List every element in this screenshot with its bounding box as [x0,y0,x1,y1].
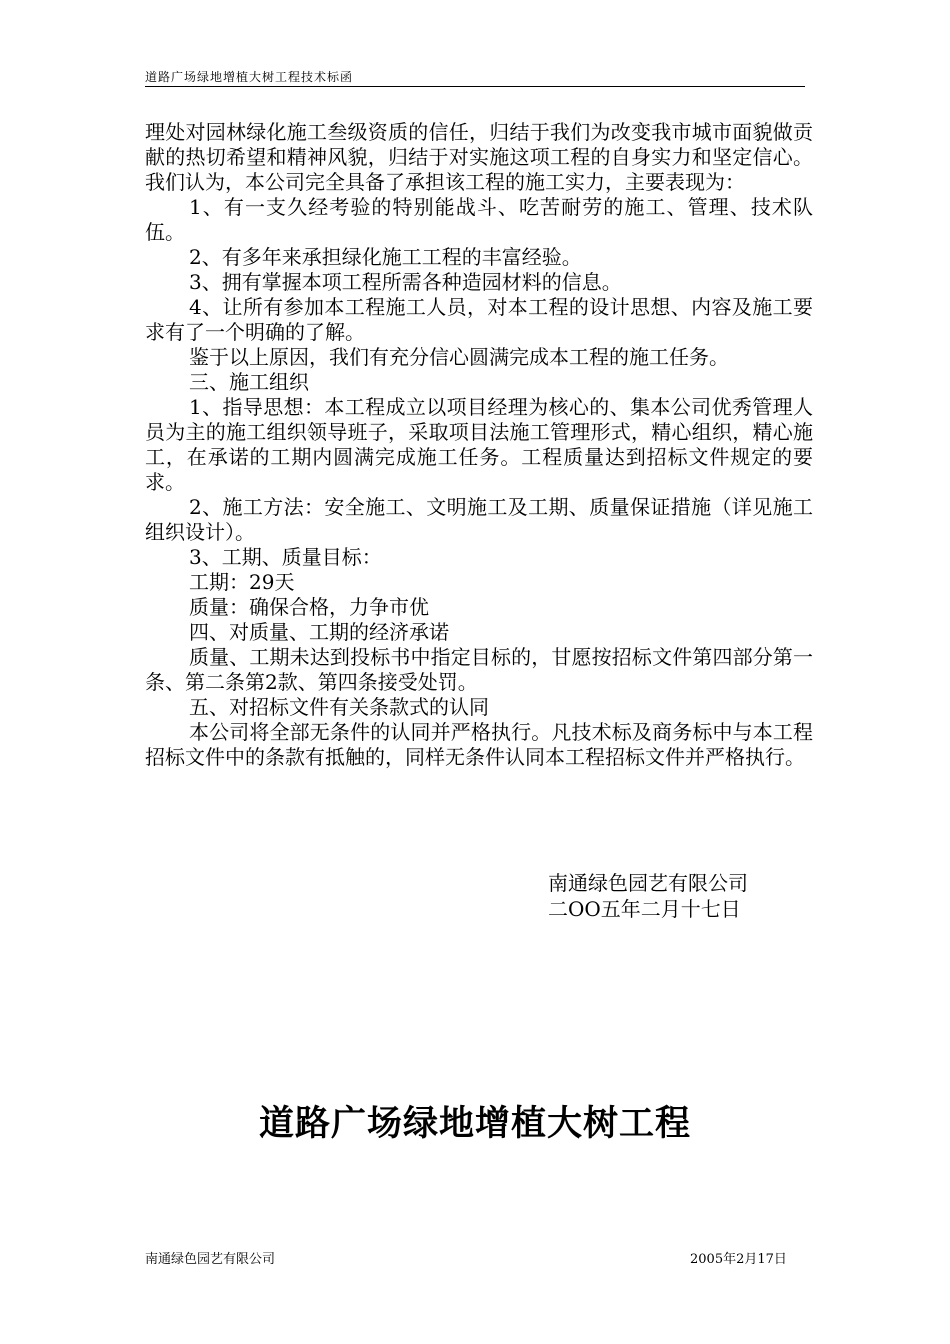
paragraph: 2、施工方法：安全施工、文明施工及工期、质量保证措施（详见施工组织设计）。 [145,495,813,544]
paragraph: 1、有一支久经考验的特别能战斗、吃苦耐劳的施工、管理、技术队伍。 [145,195,813,244]
paragraph: 3、工期、质量目标： [189,545,382,569]
header-title: 道路广场绿地增植大树工程技术标函 [145,70,354,84]
section-heading: 四、对质量、工期的经济承诺 [189,620,449,644]
paragraph: 本公司将全部无条件的认同并严格执行。凡技术标及商务标中与本工程招标文件中的条款有抵触的，同样无条件认同本工程招标文件并严格执行。 [145,720,813,769]
section-heading: 三、施工组织 [189,370,309,394]
page-header [145,66,805,87]
signature-company: 南通绿色园艺有限公司 [548,871,748,895]
paragraph: 1、指导思想：本工程成立以项目经理为核心的、集本公司优秀管理人员为主的施工组织领导班子，采取项目法施工管理形式，精心组织，精心施工，在承诺的工期内圆满完成施工任务。工程质量达到招标文件规定的要求。 [145,395,813,494]
paragraph: 3、拥有掌握本项工程所需各种造园材料的信息。 [189,270,622,294]
paragraph: 工期：29天 [189,570,295,594]
footer-date: 2005年2月17日 [690,1252,787,1267]
document-body [145,120,813,770]
signature-block [548,870,748,922]
paragraph: 2、有多年来承担绿化施工工程的丰富经验。 [189,245,582,269]
section-heading: 五、对招标文件有关条款式的认同 [189,695,489,719]
footer-company: 南通绿色园艺有限公司 [145,1252,276,1267]
document-title: 道路广场绿地增植大树工程 [258,1103,691,1144]
signature-date: 二OO五年二月十七日 [548,897,741,921]
paragraph: 鉴于以上原因，我们有充分信心圆满完成本工程的施工任务。 [189,345,729,369]
paragraph: 4、让所有参加本工程施工人员，对本工程的设计思想、内容及施工要求有了一个明确的了解。 [145,295,813,344]
paragraph: 质量、工期未达到投标书中指定目标的，甘愿按招标文件第四部分第一条、第二条第2款、第四条接受处罚。 [145,645,813,694]
paragraph: 理处对园林绿化施工叁级资质的信任，归结于我们为改变我市城市面貌做贡献的热切希望和精神风貌，归结于对实施这项工程的自身实力和坚定信心。我们认为，本公司完全具备了承担该工程的施工实力，主要表现为： [145,120,813,194]
paragraph: 质量：确保合格，力争市优 [189,595,429,619]
